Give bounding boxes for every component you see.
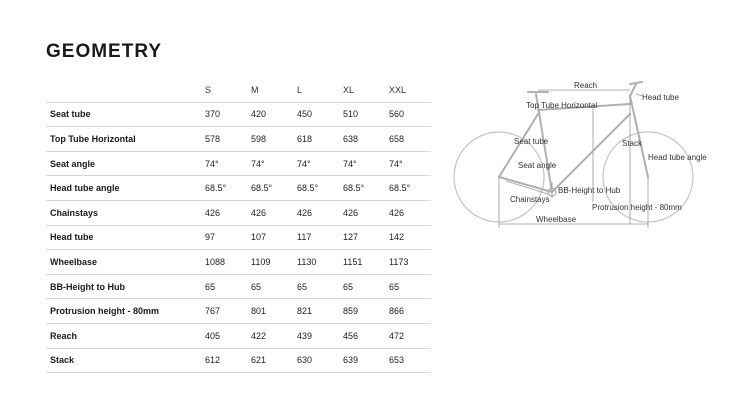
label-chainstays: Chainstays bbox=[510, 195, 550, 204]
table-cell: 598 bbox=[247, 127, 293, 152]
table-cell: 510 bbox=[339, 102, 385, 127]
table-cell: 65 bbox=[247, 274, 293, 299]
table-cell: 68.5° bbox=[339, 176, 385, 201]
table-cell: 68.5° bbox=[247, 176, 293, 201]
table-cell: 65 bbox=[339, 274, 385, 299]
label-top-tube: Top Tube Horizontal bbox=[526, 101, 598, 110]
table-cell: 117 bbox=[293, 225, 339, 250]
table-cell: 560 bbox=[385, 102, 431, 127]
column-header-s: S bbox=[201, 78, 247, 102]
table-cell: 630 bbox=[293, 348, 339, 373]
row-label: Chainstays bbox=[46, 200, 201, 225]
row-label: Stack bbox=[46, 348, 201, 373]
table-cell: 68.5° bbox=[385, 176, 431, 201]
table-cell: 142 bbox=[385, 225, 431, 250]
table-header-row bbox=[46, 78, 431, 102]
label-stack: Stack bbox=[622, 139, 643, 148]
table-row bbox=[46, 200, 431, 225]
label-wheelbase: Wheelbase bbox=[536, 215, 577, 224]
table-cell: 65 bbox=[293, 274, 339, 299]
table-cell: 127 bbox=[339, 225, 385, 250]
table-cell: 639 bbox=[339, 348, 385, 373]
table-cell: 1109 bbox=[247, 250, 293, 275]
row-label: Head tube bbox=[46, 225, 201, 250]
row-label: Top Tube Horizontal bbox=[46, 127, 201, 152]
table-cell: 74° bbox=[339, 151, 385, 176]
column-header-m: M bbox=[247, 78, 293, 102]
label-seat-tube: Seat tube bbox=[514, 137, 549, 146]
table-cell: 450 bbox=[293, 102, 339, 127]
row-label: Seat tube bbox=[46, 102, 201, 127]
table-cell: 65 bbox=[385, 274, 431, 299]
table-cell: 426 bbox=[339, 200, 385, 225]
table-cell: 638 bbox=[339, 127, 385, 152]
table-cell: 1088 bbox=[201, 250, 247, 275]
table-cell: 456 bbox=[339, 323, 385, 348]
table-row bbox=[46, 323, 431, 348]
table-cell: 866 bbox=[385, 299, 431, 324]
table-cell: 767 bbox=[201, 299, 247, 324]
table-cell: 68.5° bbox=[293, 176, 339, 201]
table-cell: 1173 bbox=[385, 250, 431, 275]
table-cell: 426 bbox=[385, 200, 431, 225]
label-bb-height: BB-Height to Hub bbox=[558, 186, 621, 195]
column-header-xl: XL bbox=[339, 78, 385, 102]
row-label: Seat angle bbox=[46, 151, 201, 176]
table-cell: 439 bbox=[293, 323, 339, 348]
table-cell: 612 bbox=[201, 348, 247, 373]
table-cell: 653 bbox=[385, 348, 431, 373]
table-cell: 578 bbox=[201, 127, 247, 152]
table-cell: 405 bbox=[201, 323, 247, 348]
table-cell: 65 bbox=[201, 274, 247, 299]
label-reach: Reach bbox=[574, 81, 598, 90]
table-cell: 420 bbox=[247, 102, 293, 127]
table-row bbox=[46, 299, 431, 324]
page-title: GEOMETRY bbox=[46, 41, 163, 62]
row-label: Reach bbox=[46, 323, 201, 348]
row-label: Head tube angle bbox=[46, 176, 201, 201]
table-cell: 472 bbox=[385, 323, 431, 348]
label-head-tube: Head tube bbox=[642, 93, 679, 102]
table-row bbox=[46, 348, 431, 373]
table-row bbox=[46, 151, 431, 176]
table-cell: 859 bbox=[339, 299, 385, 324]
row-label: Protrusion height - 80mm bbox=[46, 299, 201, 324]
column-header-xxl: XXL bbox=[385, 78, 431, 102]
column-header-l: L bbox=[293, 78, 339, 102]
row-label: Wheelbase bbox=[46, 250, 201, 275]
table-cell: 107 bbox=[247, 225, 293, 250]
table-cell: 426 bbox=[201, 200, 247, 225]
table-cell: 370 bbox=[201, 102, 247, 127]
label-seat-angle: Seat angle bbox=[518, 161, 557, 170]
column-header bbox=[46, 78, 201, 102]
row-label: BB-Height to Hub bbox=[46, 274, 201, 299]
table-cell: 821 bbox=[293, 299, 339, 324]
table-cell: 426 bbox=[293, 200, 339, 225]
table-cell: 658 bbox=[385, 127, 431, 152]
label-protrusion: Protrusion height - 80mm bbox=[592, 203, 682, 212]
table-row bbox=[46, 176, 431, 201]
table-cell: 1151 bbox=[339, 250, 385, 275]
table-cell: 621 bbox=[247, 348, 293, 373]
table-cell: 97 bbox=[201, 225, 247, 250]
table-cell: 618 bbox=[293, 127, 339, 152]
table-cell: 74° bbox=[385, 151, 431, 176]
table-row bbox=[46, 127, 431, 152]
table-cell: 422 bbox=[247, 323, 293, 348]
table-row bbox=[46, 102, 431, 127]
geometry-table bbox=[46, 78, 431, 373]
bike-geometry-diagram bbox=[450, 74, 710, 244]
table-row bbox=[46, 225, 431, 250]
table-cell: 68.5° bbox=[201, 176, 247, 201]
label-head-tube-angle: Head tube angle bbox=[648, 153, 707, 162]
table-cell: 74° bbox=[201, 151, 247, 176]
table-cell: 1130 bbox=[293, 250, 339, 275]
table-cell: 801 bbox=[247, 299, 293, 324]
table-cell: 426 bbox=[247, 200, 293, 225]
table-row bbox=[46, 250, 431, 275]
table-cell: 74° bbox=[293, 151, 339, 176]
table-cell: 74° bbox=[247, 151, 293, 176]
table-row bbox=[46, 274, 431, 299]
